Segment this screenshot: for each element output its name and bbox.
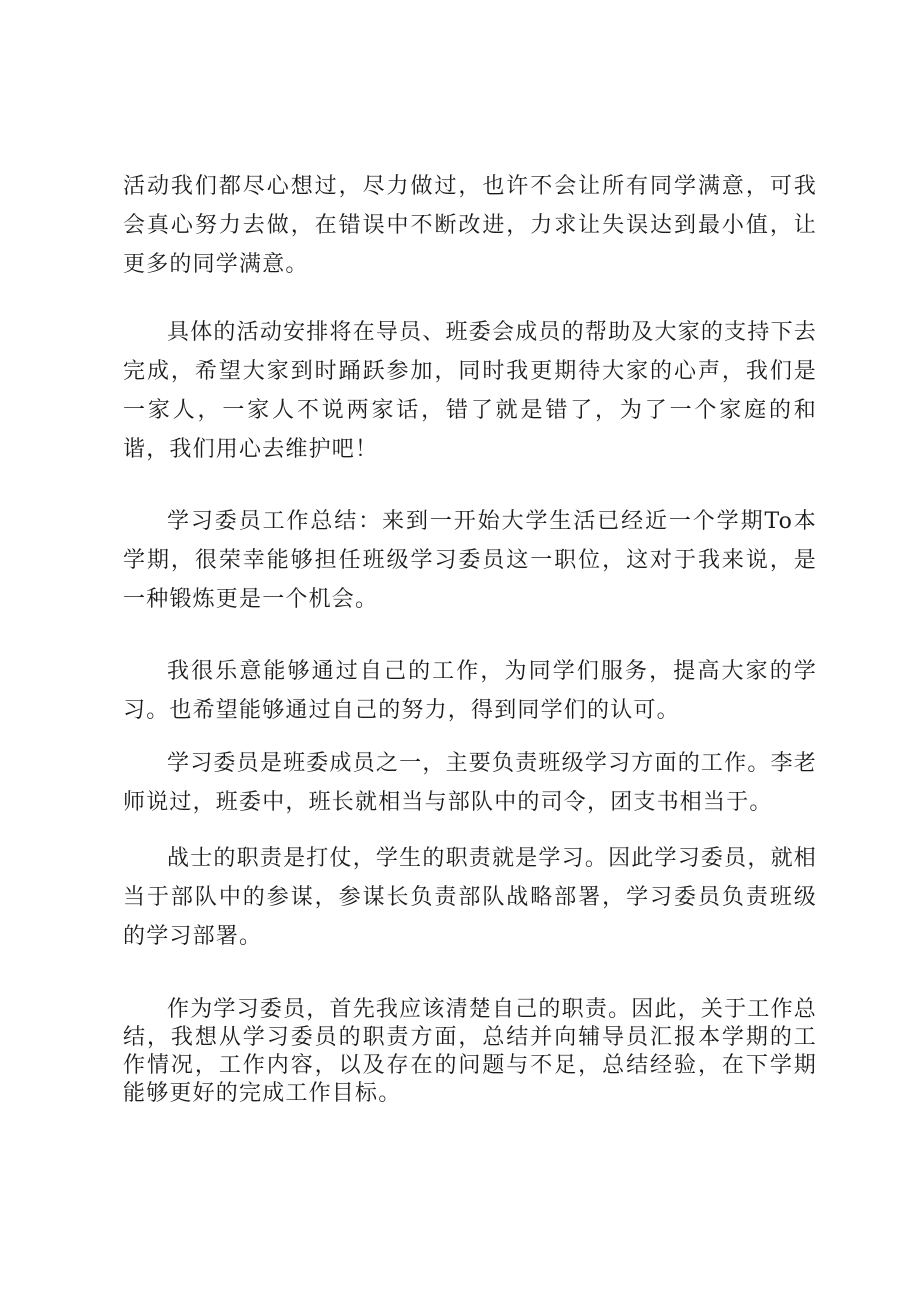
paragraph-1: 活动我们都尽心想过，尽力做过，也许不会让所有同学满意，可我会真心努力去做，在错误中不断改进，力求让失误达到最小值，让更多的同学满意。	[123, 174, 817, 277]
paragraph-3: 学习委员工作总结：来到一开始大学生活已经近一个学期To本学期，很荣幸能够担任班级学习委员这一职位，这对于我来说，是一种锻炼更是一个机会。	[123, 509, 817, 612]
paragraph-5: 学习委员是班委成员之一，主要负责班级学习方面的工作。李老师说过，班委中，班长就相当与部队中的司令，团支书相当于。	[123, 751, 817, 815]
paragraph-6: 战士的职责是打仗，学生的职责就是学习。因此学习委员，就相当于部队中的参谋，参谋长负责部队战略部署，学习委员负责班级的学习部署。	[123, 846, 817, 949]
paragraph-4: 我很乐意能够通过自己的工作，为同学们服务，提高大家的学习。也希望能够通过自己的努力，得到同学们的认可。	[123, 659, 817, 723]
paragraph-7: 作为学习委员，首先我应该清楚自己的职责。因此，关于工作总结，我想从学习委员的职责方面，总结并向辅导员汇报本学期的工作情况，工作内容，以及存在的问题与不足，总结经验，在下学期能够更好的完成工作目标。	[123, 997, 817, 1106]
paragraph-2: 具体的活动安排将在导员、班委会成员的帮助及大家的支持下去完成，希望大家到时踊跃参加，同时我更期待大家的心声，我们是一家人，一家人不说两家话，错了就是错了，为了一个家庭的和谐，我们用心去维护吧！	[123, 320, 817, 462]
